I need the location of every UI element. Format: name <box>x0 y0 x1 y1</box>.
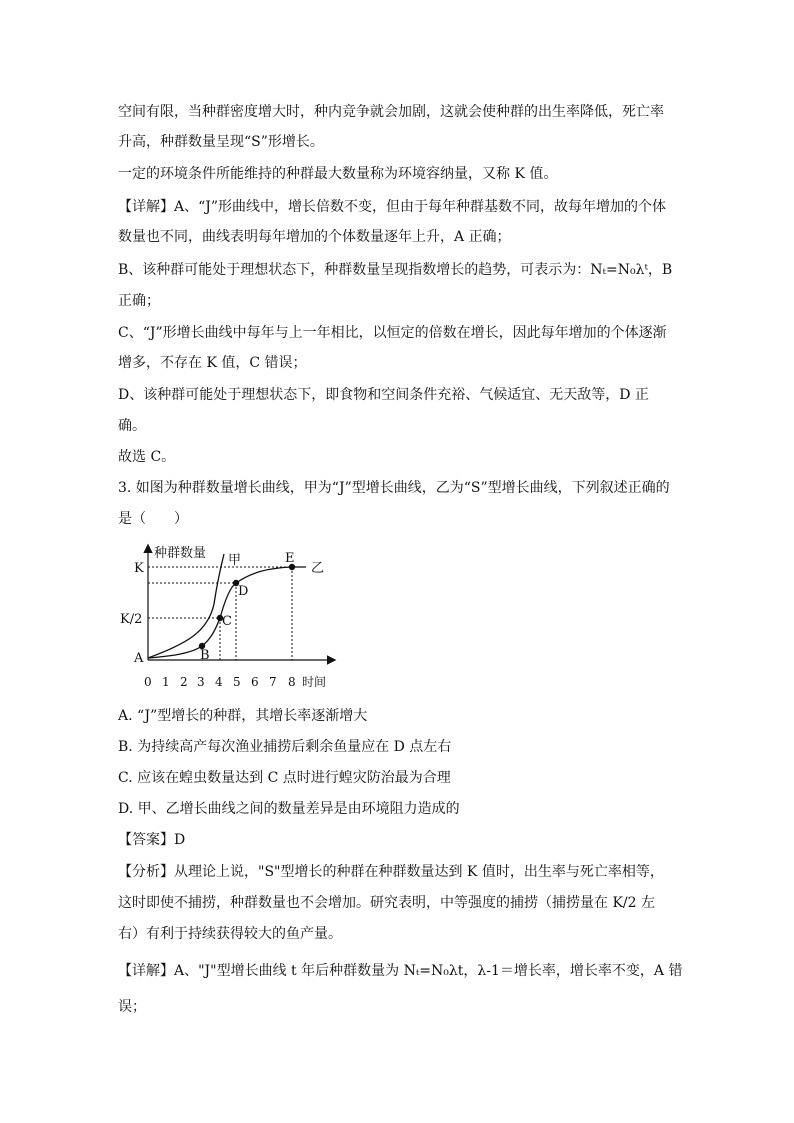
text-line-4: 数量也不同，曲线表明每年增加的个体数量逐年上升，A 正确； <box>118 229 511 245</box>
curve-label-jia: 甲 <box>228 553 242 568</box>
x-tick-8: 8 <box>288 675 296 689</box>
question-stem-line-1: 3. 如图为种群数量增长曲线，甲为“J”型增长曲线，乙为“S”型增长曲线，下列叙述正确的 <box>118 480 670 496</box>
text-line-2: 一定的环境条件所能维持的种群最大数量称为环境容纳量，又称 K 值。 <box>118 166 558 182</box>
x-tick-4: 4 <box>215 675 223 689</box>
text-line-7: C、“J”形增长曲线中每年与上一年相比，以恒定的倍数在增长，因此每年增加的个体逐渐 <box>118 325 667 341</box>
text-line-10: 确。 <box>118 418 146 434</box>
text-line-8: 增多，不存在 K 值，C 错误； <box>118 355 307 371</box>
x-tick-1: 1 <box>162 675 170 689</box>
option-c: C. 应该在蝗虫数量达到 C 点时进行蝗灾防治最为合理 <box>118 770 451 786</box>
text-line-9: D、该种群可能处于理想状态下，即食物和空间条件充裕、气候适宜、无天敌等，D 正 <box>118 387 649 403</box>
option-a: A. “J”型增长的种群，其增长率逐渐增大 <box>118 708 368 724</box>
point-label-c: C <box>222 614 232 629</box>
option-d: D. 甲、乙增长曲线之间的数量差异是由环境阻力造成的 <box>118 801 460 817</box>
analysis-line-3: 右）有利于持续获得较大的鱼产量。 <box>118 926 342 942</box>
text-line-6: 正确； <box>118 293 160 309</box>
point-label-d: D <box>238 584 249 599</box>
y-tick-k: K <box>134 561 144 576</box>
point-label-e: E <box>285 551 295 566</box>
point-label-b: B <box>200 648 210 663</box>
s-curve <box>148 567 306 658</box>
option-b: B. 为持续高产每次渔业捕捞后剩余鱼量应在 D 点左右 <box>118 739 452 755</box>
point-label-a: A <box>134 651 144 666</box>
j-curve <box>148 554 224 658</box>
analysis-line-1: 【分析】从理论上说，"S"型增长的种群在种群数量达到 K 值时，出生率与死亡率相等， <box>118 864 664 880</box>
answer-line: 【答案】D <box>118 832 186 848</box>
x-tick-2: 2 <box>180 675 188 689</box>
text-line-3: 【详解】A、“J”形曲线中，增长倍数不变，但由于每年种群基数不同，故每年增加的个体 <box>118 199 667 215</box>
text-line-5: B、该种群可能处于理想状态下，种群数量呈现指数增长的趋势，可表示为：Nₜ=N₀λᵗ，B <box>118 262 673 278</box>
population-growth-figure <box>114 540 344 692</box>
x-axis-label: 时间 <box>302 675 327 689</box>
text-line-0: 空间有限，当种群密度增大时，种内竞争就会加剧，这就会使种群的出生率降低，死亡率 <box>118 104 664 120</box>
x-tick-6: 6 <box>251 675 259 689</box>
curve-label-yi: 乙 <box>311 561 325 576</box>
text-line-11: 故选 C。 <box>118 449 176 465</box>
explanation-line-2: 误； <box>118 999 146 1015</box>
analysis-line-2: 这时即使不捕捞，种群数量也不会增加。研究表明，中等强度的捕捞（捕捞量在 K/2 左 <box>118 895 655 911</box>
x-tick-0: 0 <box>144 675 152 689</box>
x-tick-3: 3 <box>197 675 205 689</box>
x-tick-5: 5 <box>233 675 241 689</box>
explanation-line-1: 【详解】A、"J"型增长曲线 t 年后种群数量为 Nₜ=N₀λt，λ-1＝增长率，增长率不变，A 错 <box>118 963 683 979</box>
y-tick-k-half: K/2 <box>120 612 143 627</box>
y-axis-label: 种群数量 <box>154 546 207 561</box>
x-tick-7: 7 <box>269 675 277 689</box>
question-stem-line-2: 是（ ） <box>118 511 188 527</box>
text-line-1: 升高，种群数量呈现“S”形增长。 <box>118 134 324 150</box>
